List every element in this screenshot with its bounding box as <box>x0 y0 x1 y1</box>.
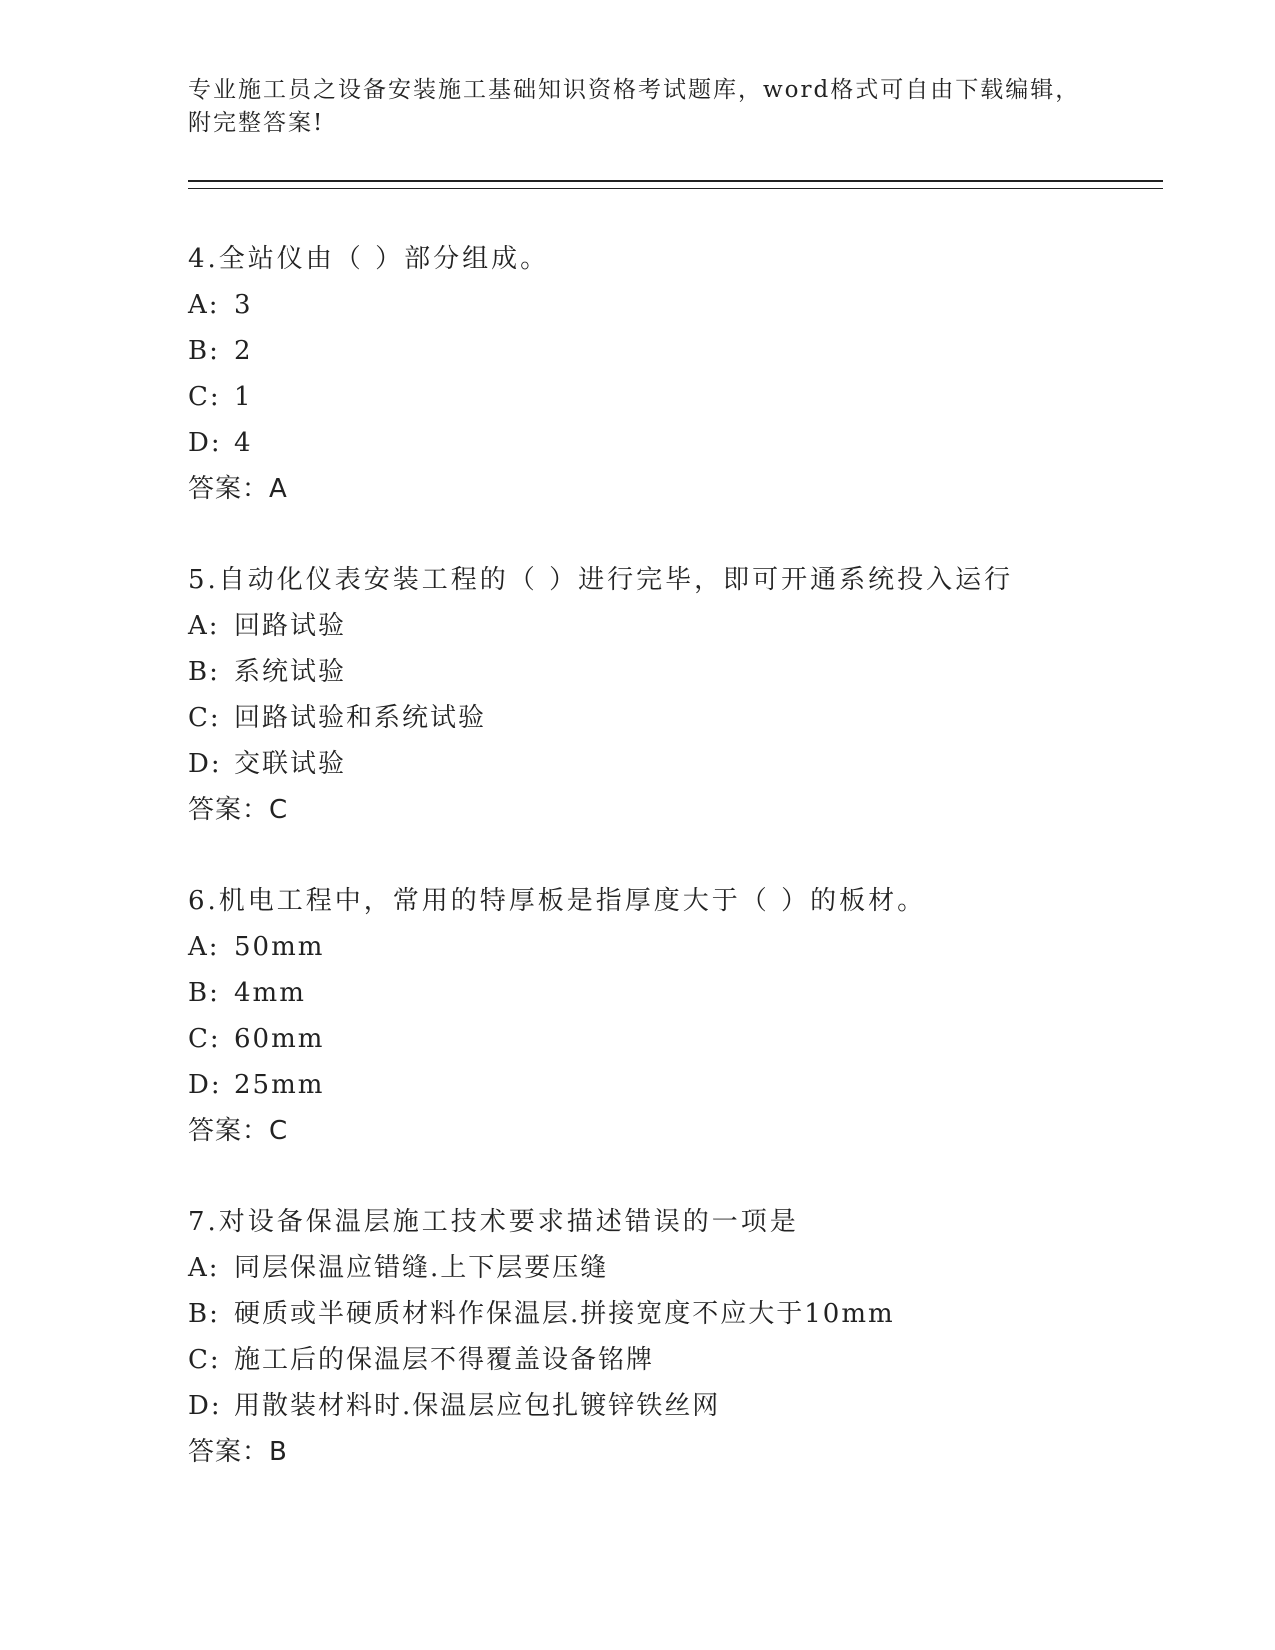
option-d <box>188 741 1188 787</box>
option-letter: D: <box>188 1391 222 1421</box>
option-text: 交联试验 <box>234 749 347 779</box>
option-letter: C: <box>188 382 221 412</box>
header-divider <box>188 180 1163 189</box>
option-letter: C: <box>188 1024 221 1054</box>
option-d <box>188 1383 1188 1429</box>
option-text: 3 <box>234 290 253 320</box>
option-d <box>188 1062 1188 1108</box>
option-text: 60mm <box>234 1024 325 1054</box>
option-letter: D: <box>188 749 222 779</box>
option-a <box>188 924 1188 970</box>
option-letter: B: <box>188 1299 220 1329</box>
option-text: 回路试验 <box>234 611 347 641</box>
option-letter: B: <box>188 978 220 1008</box>
option-letter: D: <box>188 1070 222 1100</box>
option-c <box>188 695 1188 741</box>
question-stem: 7.对设备保温层施工技术要求描述错误的一项是 <box>188 1207 799 1237</box>
option-letter: C: <box>188 1345 221 1375</box>
question-6 <box>188 878 1188 1154</box>
option-b <box>188 328 1188 374</box>
option-letter: B: <box>188 336 220 366</box>
option-text: 1 <box>234 382 253 412</box>
answer-line: 答案：C <box>188 1116 289 1146</box>
option-text: 4 <box>234 428 253 458</box>
option-text: 用散装材料时.保温层应包扎镀锌铁丝网 <box>234 1391 721 1421</box>
option-b <box>188 970 1188 1016</box>
option-letter: C: <box>188 703 221 733</box>
option-c <box>188 374 1188 420</box>
header-line-2: 附完整答案! <box>188 110 325 136</box>
option-text: 系统试验 <box>234 657 347 687</box>
option-a <box>188 603 1188 649</box>
question-stem: 6.机电工程中，常用的特厚板是指厚度大于（ ）的板材。 <box>188 886 927 916</box>
option-letter: B: <box>188 657 220 687</box>
question-4 <box>188 236 1188 512</box>
option-text: 4mm <box>234 978 306 1008</box>
option-d <box>188 420 1188 466</box>
answer-line: 答案：A <box>188 474 288 504</box>
option-c <box>188 1016 1188 1062</box>
question-5 <box>188 557 1188 833</box>
option-letter: A: <box>188 932 220 962</box>
header-line-1: 专业施工员之设备安装施工基础知识资格考试题库，word格式可自由下载编辑， <box>188 77 1081 103</box>
document-header <box>188 74 1088 140</box>
option-text: 50mm <box>234 932 325 962</box>
option-text: 施工后的保温层不得覆盖设备铭牌 <box>234 1345 655 1375</box>
option-a <box>188 282 1188 328</box>
option-letter: A: <box>188 611 220 641</box>
question-7 <box>188 1199 1188 1475</box>
option-text: 硬质或半硬质材料作保温层.拼接宽度不应大于10mm <box>234 1299 895 1329</box>
option-b <box>188 649 1188 695</box>
option-c <box>188 1337 1188 1383</box>
option-a <box>188 1245 1188 1291</box>
option-letter: A: <box>188 1253 220 1283</box>
option-letter: A: <box>188 290 220 320</box>
question-stem: 5.自动化仪表安装工程的（ ）进行完毕，即可开通系统投入运行 <box>188 565 1014 595</box>
option-text: 回路试验和系统试验 <box>234 703 487 733</box>
option-letter: D: <box>188 428 222 458</box>
question-stem: 4.全站仪由（ ）部分组成。 <box>188 244 550 274</box>
option-text: 2 <box>234 336 253 366</box>
option-text: 同层保温应错缝.上下层要压缝 <box>234 1253 609 1283</box>
answer-line: 答案：B <box>188 1437 288 1467</box>
answer-line: 答案：C <box>188 795 289 825</box>
option-text: 25mm <box>234 1070 325 1100</box>
option-b <box>188 1291 1188 1337</box>
